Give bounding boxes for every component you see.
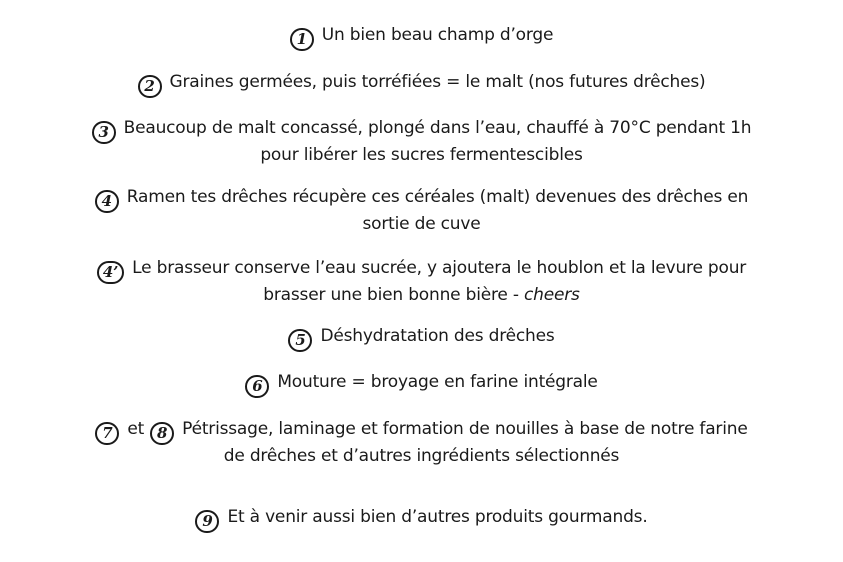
step-4-text-line-2: sortie de cuve bbox=[362, 214, 481, 234]
step-7-8 bbox=[0, 418, 843, 468]
step-2-text: Graines germées, puis torréfiées = le malt (nos futures drêches) bbox=[169, 72, 706, 92]
step-2-line-1 bbox=[0, 71, 843, 98]
step-number-badge: 1 bbox=[290, 28, 314, 51]
step-number-badge: 4’ bbox=[97, 261, 124, 284]
step-number-badge: 6 bbox=[245, 375, 269, 398]
step-7-8-text-line-1: Pétrissage, laminage et formation de nouilles à base de notre farine bbox=[182, 419, 748, 439]
step-number-badge: 4 bbox=[95, 190, 119, 213]
cheers-text: cheers bbox=[524, 285, 580, 305]
step-1-text: Un bien beau champ d’orge bbox=[321, 25, 554, 45]
step-3-text-line-2: pour libérer les sucres fermentescibles bbox=[260, 145, 583, 165]
step-5-text: Déshydratation des drêches bbox=[320, 326, 555, 346]
step-9-line-1 bbox=[0, 506, 843, 533]
step-7-8-text-line-2: de drêches et d’autres ingrédients sélectionnés bbox=[223, 446, 620, 466]
step-4-text-line-1: Ramen tes drêches récupère ces céréales (malt) devenues des drêches en bbox=[126, 187, 749, 207]
step-3 bbox=[0, 117, 843, 167]
step-number-badge: 8 bbox=[150, 422, 174, 445]
step-number-badge: 9 bbox=[195, 510, 219, 533]
step-5 bbox=[0, 325, 843, 352]
step-number-badge: 5 bbox=[288, 329, 312, 352]
step-3-line-1 bbox=[0, 117, 843, 144]
step-2 bbox=[0, 71, 843, 98]
step-4-prime-line-2 bbox=[0, 284, 843, 307]
step-4-prime-text-line-2: brasser une bien bonne bière - bbox=[263, 285, 525, 305]
step-number-badge: 7 bbox=[95, 422, 119, 445]
step-7-8-line-1 bbox=[0, 418, 843, 445]
step-4-prime-line-1 bbox=[0, 257, 843, 284]
step-4-prime bbox=[0, 257, 843, 307]
step-number-badge: 2 bbox=[138, 75, 162, 98]
step-6 bbox=[0, 371, 843, 398]
step-4 bbox=[0, 186, 843, 236]
step-5-line-1 bbox=[0, 325, 843, 352]
step-number-badge: 3 bbox=[92, 121, 116, 144]
step-6-text: Mouture = broyage en farine intégrale bbox=[277, 372, 598, 392]
step-1 bbox=[0, 24, 843, 51]
step-4-prime-text-line-1: Le brasseur conserve l’eau sucrée, y ajoutera le houblon et la levure pour bbox=[132, 258, 747, 278]
step-6-line-1 bbox=[0, 371, 843, 398]
step-9 bbox=[0, 506, 843, 533]
step-1-line-1 bbox=[0, 24, 843, 51]
step-4-line-1 bbox=[0, 186, 843, 213]
step-9-text: Et à venir aussi bien d’autres produits gourmands. bbox=[227, 507, 648, 527]
step-3-text-line-1: Beaucoup de malt concassé, plongé dans l’eau, chauffé à 70°C pendant 1h bbox=[123, 118, 752, 138]
step-connector-text: et bbox=[127, 419, 145, 439]
